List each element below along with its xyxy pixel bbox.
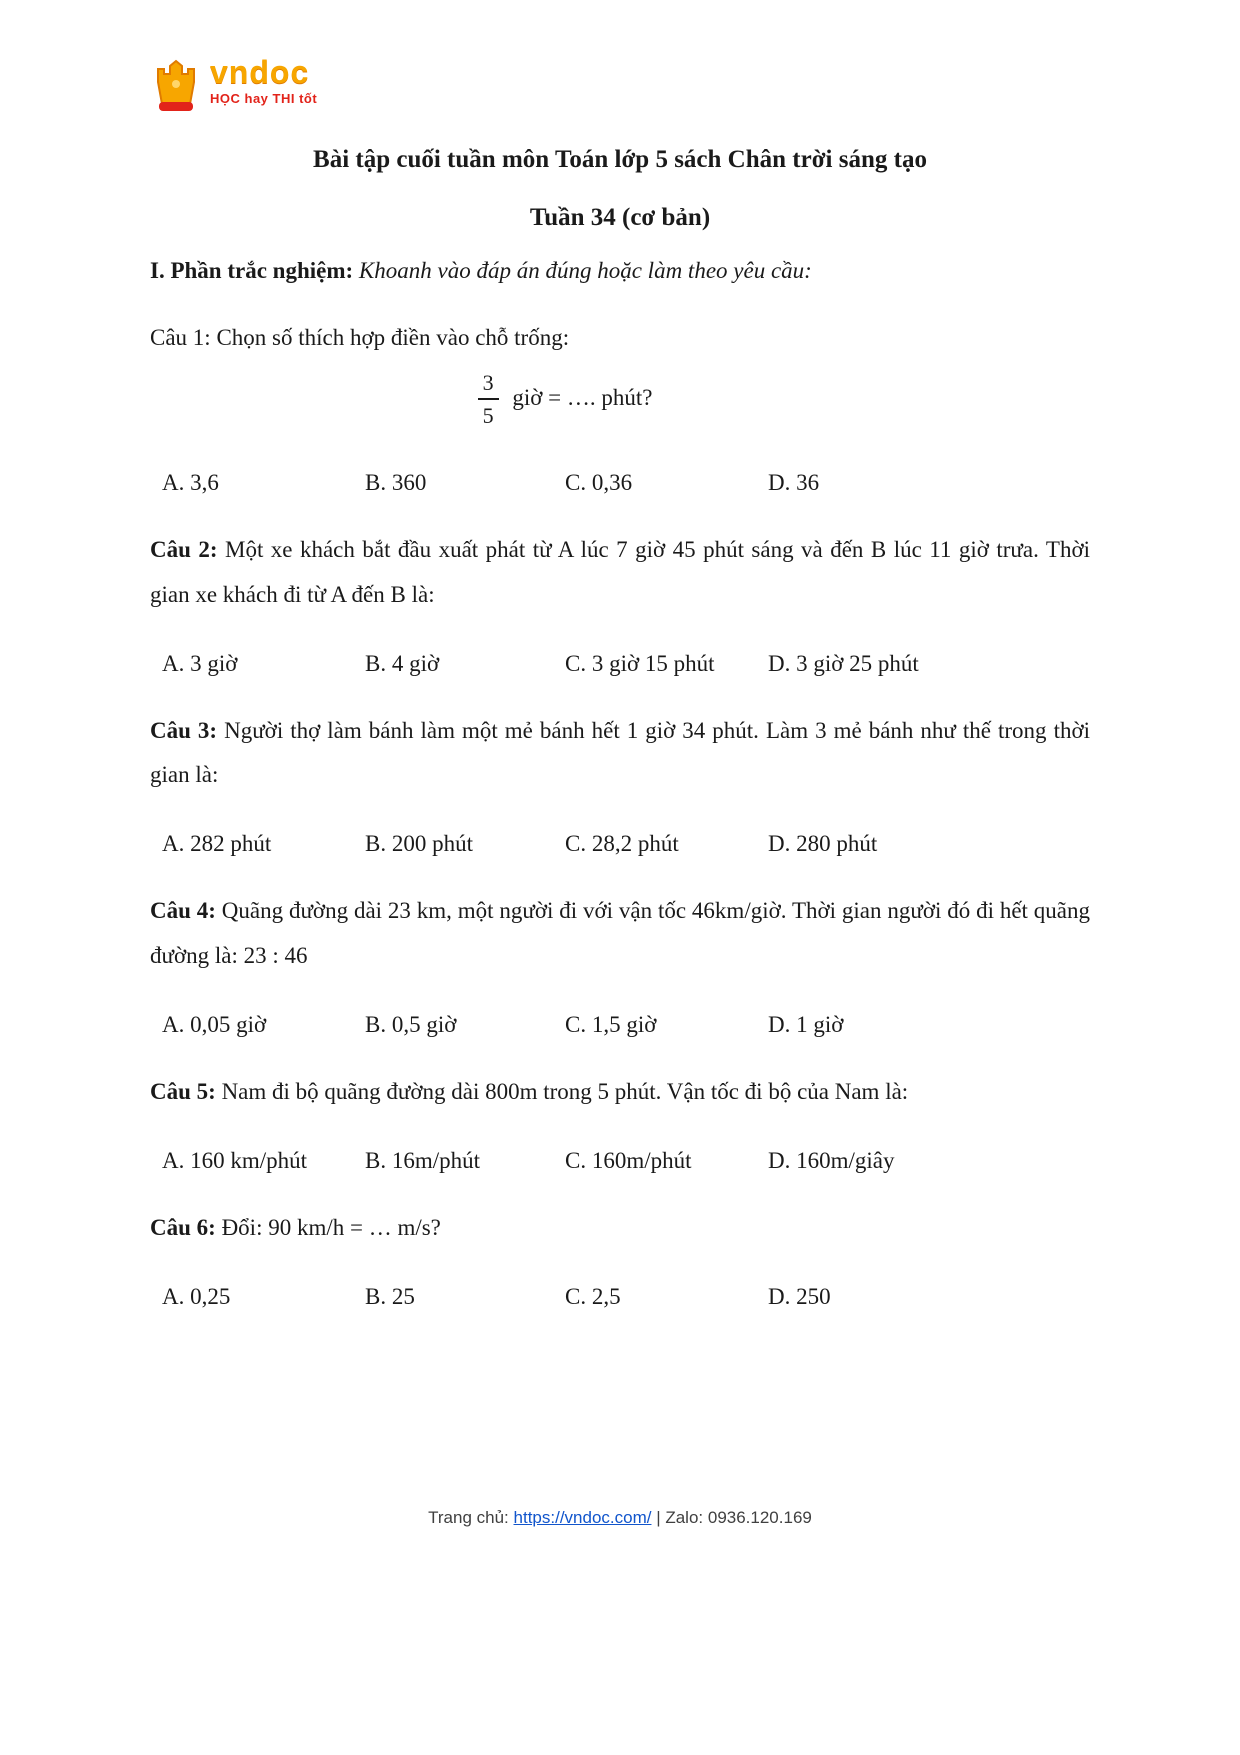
question-1-text: Chọn số thích hợp điền vào chỗ trống: (216, 325, 570, 350)
question-4-option-d: D. 1 giờ (768, 1011, 844, 1037)
question-6-option-c: C. 2,5 (565, 1283, 621, 1309)
section-instruction: Khoanh vào đáp án đúng hoặc làm theo yêu cầu: (358, 258, 812, 283)
question-5-option-b: B. 16m/phút (365, 1147, 481, 1173)
question-2-option-d: D. 3 giờ 25 phút (768, 650, 919, 676)
question-3-label: Câu 3: (150, 717, 218, 743)
fraction-numerator: 3 (478, 369, 499, 401)
question-2-option-c: C. 3 giờ 15 phút (565, 650, 715, 676)
question-1-option-a: A. 3,6 (162, 469, 219, 495)
question-2-option-b: B. 4 giờ (365, 650, 440, 676)
question-2-option-a: A. 3 giờ (162, 650, 238, 676)
question-5 (150, 1070, 1090, 1115)
page-subtitle: Tuần 34 (cơ bản) (529, 204, 711, 231)
question-3-options (150, 831, 1090, 857)
question-5-options (150, 1148, 1090, 1174)
question-1-option-b: B. 360 (365, 469, 427, 495)
vndoc-tagline-text: HỌC hay THI tốt (210, 91, 318, 106)
question-5-option-a: A. 160 km/phút (162, 1147, 308, 1173)
question-4-option-c: C. 1,5 giờ (565, 1011, 657, 1037)
question-4-option-b: B. 0,5 giờ (365, 1011, 457, 1037)
question-6-option-d: D. 250 (768, 1283, 831, 1309)
question-6-option-b: B. 25 (365, 1283, 415, 1309)
vndoc-castle-icon (150, 58, 202, 114)
section-heading (150, 258, 1090, 284)
question-1-option-c: C. 0,36 (565, 469, 633, 495)
question-3-option-d: D. 280 phút (768, 831, 878, 857)
question-2 (150, 528, 1090, 618)
question-3 (150, 709, 1090, 799)
question-4-label: Câu 4: (150, 898, 216, 924)
footer-prefix: Trang chủ: (428, 1508, 509, 1527)
question-5-text: Nam đi bộ quãng đường dài 800m trong 5 phút. Vận tốc đi bộ của Nam là: (221, 1078, 909, 1104)
question-1-option-d: D. 36 (768, 469, 820, 495)
question-4-options (150, 1012, 1090, 1038)
equation-text: giờ = …. phút? (512, 384, 653, 410)
page-footer (0, 1508, 1240, 1528)
question-2-label: Câu 2: (150, 536, 218, 562)
fraction-denominator: 5 (482, 403, 494, 429)
castle-icon-svg (150, 58, 202, 114)
question-5-label: Câu 5: (150, 1078, 216, 1104)
question-1-equation (150, 369, 1090, 430)
question-6-label: Câu 6: (150, 1214, 216, 1240)
question-6-text: Đổi: 90 km/h = … m/s? (221, 1214, 441, 1240)
question-1-options (150, 470, 1090, 496)
question-4 (150, 889, 1090, 979)
vndoc-logo (150, 56, 1090, 118)
question-6-options (150, 1284, 1090, 1310)
question-3-option-b: B. 200 phút (365, 831, 473, 857)
question-2-options (150, 651, 1090, 677)
question-3-text: Người thợ làm bánh làm một mẻ bánh hết 1 giờ 34 phút. Làm 3 mẻ bánh như thế trong thời gian là: (150, 717, 1091, 788)
question-4-text: Quãng đường dài 23 km, một người đi với vận tốc 46km/giờ. Thời gian người đó đi hết quãng đường là: 23 : 46 (150, 898, 1090, 969)
question-2-text: Một xe khách bắt đầu xuất phát từ A lúc 7 giờ 45 phút sáng và đến B lúc 11 giờ trưa. Thời gian xe khách đi từ A đến B là: (150, 536, 1090, 607)
page-title: Bài tập cuối tuần môn Toán lớp 5 sách Chân trời sáng tạo (313, 146, 927, 173)
question-5-option-c: C. 160m/phút (565, 1147, 692, 1173)
fraction (478, 369, 499, 430)
vndoc-logo-text (210, 56, 317, 105)
footer-home-link[interactable]: https://vndoc.com/ (513, 1508, 652, 1527)
question-5-option-d: D. 160m/giây (768, 1147, 895, 1173)
vndoc-brand-text: vndoc (210, 54, 310, 90)
question-1-label: Câu 1: (150, 325, 211, 350)
question-4-option-a: A. 0,05 giờ (162, 1011, 267, 1037)
question-6 (150, 1206, 1090, 1251)
question-6-option-a: A. 0,25 (162, 1283, 231, 1309)
footer-zalo: | Zalo: 0936.120.169 (656, 1508, 812, 1527)
section-label: I. Phần trắc nghiệm: (150, 258, 354, 283)
question-1 (150, 316, 1090, 361)
question-3-option-a: A. 282 phút (162, 831, 272, 857)
question-3-option-c: C. 28,2 phút (565, 831, 679, 857)
